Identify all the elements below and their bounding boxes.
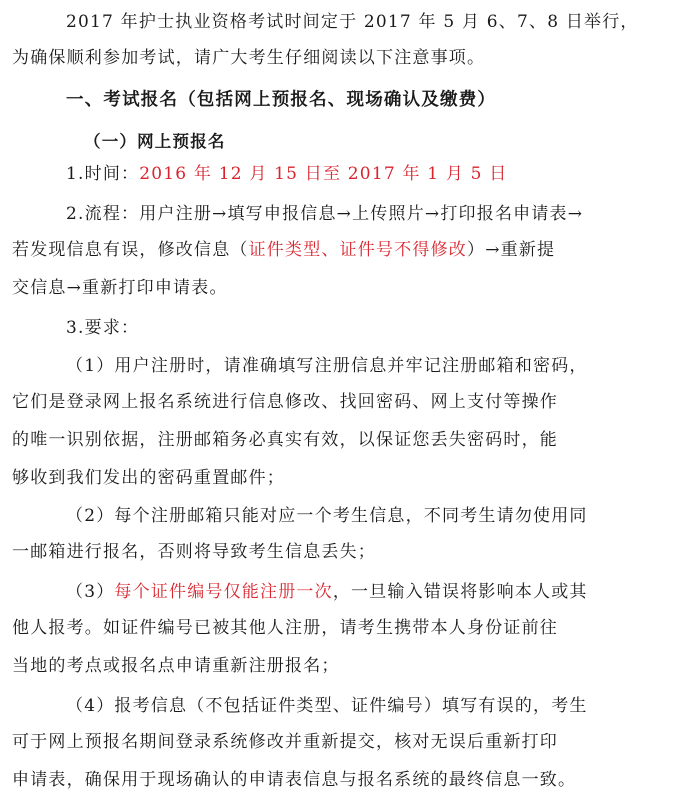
process-line-2-after: ）→重新提 [467, 240, 556, 260]
time-value: 2016 年 12 月 15 日至 2017 年 1 月 5 日 [139, 164, 508, 184]
req4-line-1: （4）报考信息（不包括证件类型、证件编号）填写有误的，考生 [66, 696, 588, 716]
req3-line-1-suffix: ，一旦输入错误将影响本人或其 [332, 582, 588, 602]
intro-line-1: 2017 年护士执业资格考试时间定于 2017 年 5 月 6、7、8 日举行， [66, 12, 639, 32]
time-line [66, 154, 678, 194]
req3-line-1 [66, 572, 678, 612]
intro-line-2: 为确保顺利参加考试，请广大考生仔细阅读以下注意事项。 [12, 48, 486, 68]
req2-line-2: 一邮箱进行报名，否则将导致考生信息丢失； [12, 542, 376, 562]
subsection-heading-online-preregistration: （一）网上预报名 [84, 132, 226, 151]
req3-line-2: 他人报考。如证件编号已被其他人注册，请考生携带本人身份证前往 [12, 618, 558, 638]
req3-line-3: 当地的考点或报名点申请重新注册报名； [12, 656, 340, 676]
process-line-2-before: 若发现信息有误，修改信息（ [12, 240, 249, 260]
req4-line-2: 可于网上预报名期间登录系统修改并重新提交，核对无误后重新打印 [12, 732, 558, 752]
requirements-heading: 3.要求： [66, 318, 140, 338]
process-line-3: 交信息→重新打印申请表。 [12, 278, 228, 298]
process-line-2-red: 证件类型、证件号不得修改 [248, 240, 468, 260]
req4-line-3: 申请表，确保用于现场确认的申请表信息与报名系统的最终信息一致。 [12, 770, 577, 790]
req2-line-1: （2）每个注册邮箱只能对应一个考生信息，不同考生请勿使用同 [66, 506, 588, 526]
process-line-1: 2.流程：用户注册→填写申报信息→上传照片→打印报名申请表→ [66, 204, 584, 224]
req1-line-1: （1）用户注册时，请准确填写注册信息并牢记注册邮箱和密码， [66, 356, 588, 376]
time-label: 1.时间： [66, 164, 140, 184]
req1-line-4: 够收到我们发出的密码重置邮件； [12, 468, 285, 488]
req3-line-1-red: 每个证件编号仅能注册一次 [114, 582, 333, 602]
process-line-2 [12, 230, 678, 270]
req3-line-1-prefix: （3） [66, 582, 115, 602]
req1-line-2: 它们是登录网上报名系统进行信息修改、找回密码、网上支付等操作 [12, 392, 558, 412]
section-heading-registration: 一、考试报名（包括网上预报名、现场确认及缴费） [66, 90, 497, 110]
req1-line-3: 的唯一识别依据，注册邮箱务必真实有效，以保证您丢失密码时，能 [12, 430, 558, 450]
